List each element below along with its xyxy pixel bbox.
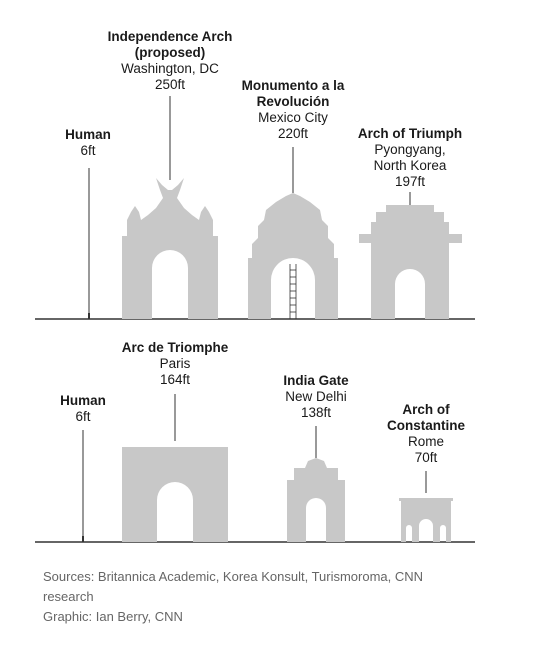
label-independence-arch: Independence Arch (proposed) Washington, DC 250ft: [107, 29, 233, 92]
label-arch-of-constantine: Arch of Constantine Rome 70ft: [386, 402, 465, 465]
sources-line-1: Sources: Britannica Academic, Korea Konsult, Turismoroma, CNN: [43, 569, 424, 584]
monumento-ladder: [290, 264, 296, 319]
independence-arch-shape: [122, 178, 218, 319]
label-arch-of-triumph: Arch of Triumph Pyongyang, North Korea 197ft: [357, 126, 463, 189]
label-human-2: Human 6ft: [60, 393, 106, 424]
arc-de-triomphe-shape: [122, 447, 228, 542]
human-1-figure: [88, 313, 90, 319]
label-india-gate: India Gate New Delhi 138ft: [283, 373, 349, 420]
arch-of-constantine-attic: [399, 498, 453, 501]
india-gate-shape: [287, 458, 345, 542]
arch-of-triumph-shape: [359, 205, 462, 319]
label-monumento: Monumento a la Revolución Mexico City 220ft: [241, 78, 345, 141]
sources-line-2: research: [43, 589, 94, 604]
graphic-credit: Graphic: Ian Berry, CNN: [43, 609, 183, 624]
arch-of-constantine-shape: [401, 500, 451, 542]
human-2-figure: [82, 536, 84, 542]
label-human-1: Human 6ft: [65, 127, 111, 158]
footer-credits: [43, 567, 513, 627]
monumento-shape: [248, 193, 338, 319]
label-arc-de-triomphe: Arc de Triomphe Paris 164ft: [121, 340, 229, 387]
